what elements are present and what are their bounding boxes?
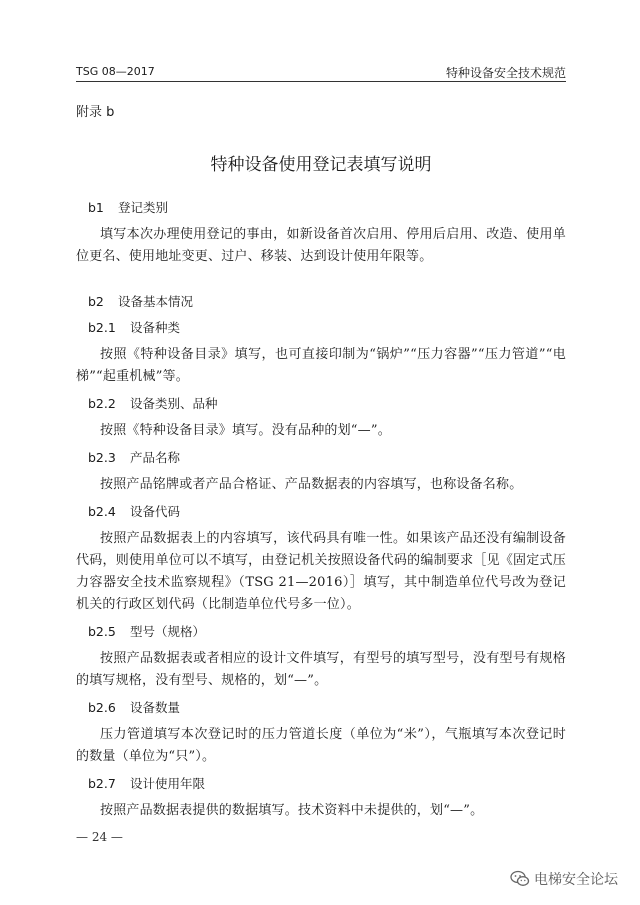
subsection-heading-b2-5 (76, 622, 566, 642)
subsection-heading-b2-1 (76, 318, 566, 338)
header-series-title: 特种设备安全技术规范 (445, 66, 566, 80)
section-number: b2 (88, 294, 104, 309)
subsection-heading-b2-7 (76, 774, 566, 794)
subsection-heading-b2-2 (76, 394, 566, 414)
watermark-text: 电梯安全论坛 (534, 872, 618, 888)
subsection-paragraph-b2-5: 按照产品数据表或者相应的设计文件填写，有型号的填写型号，没有型号有规格的填写规格，没有型号、规格的，划“—”。 (76, 651, 566, 688)
section-paragraph-b1: 填写本次办理使用登记的事由，如新设备首次启用、停用后启用、改造、使用单位更名、使用地址变更、过户、移装、达到设计使用年限等。 (76, 227, 566, 264)
header-standard-code: TSG 08—2017 (76, 65, 155, 78)
subsection-number: b2.7 (88, 776, 116, 791)
section-title: 登记类别 (118, 200, 169, 215)
subsection-number: b2.2 (88, 396, 116, 411)
subsection-paragraph-b2-6: 压力管道填写本次登记时的压力管道长度（单位为“米”），气瓶填写本次登记时的数量（单位为“只”）。 (76, 727, 566, 764)
section-number: b1 (88, 200, 104, 215)
subsection-title: 设备数量 (130, 700, 181, 715)
document-body (76, 198, 566, 822)
subsection-paragraph-b2-2: 按照《特种设备目录》填写。没有品种的划“—”。 (100, 423, 391, 438)
subsection-heading-b2-3 (76, 448, 566, 468)
subsection-heading-b2-4 (76, 502, 566, 522)
subsection-paragraph-b2-1: 按照《特种设备目录》填写，也可直接印制为“锅炉”“压力容器”“压力管道”“电梯”“起重机械”等。 (76, 347, 566, 384)
subsection-paragraph-b2-4: 按照产品数据表上的内容填写，该代码具有唯一性。如果该产品还没有编制设备代码，则使用单位可以不填写，由登记机关按照设备代码的编制要求［见《固定式压力容器安全技术监察规程》（TSG 21—2016）］填写，其中制造单位代号改为登记机关的行政区划代码（比制造单位代号多一位）。 (76, 531, 566, 612)
subsection-paragraph-b2-7: 按照产品数据表提供的数据填写。技术资料中未提供的，划“—”。 (100, 803, 484, 818)
document-title: 特种设备使用登记表填写说明 (210, 155, 432, 175)
subsection-title: 型号（规格） (130, 624, 206, 639)
subsection-title: 设备类别、品种 (130, 396, 218, 411)
subsection-heading-b2-6 (76, 698, 566, 718)
header-rule (76, 81, 566, 82)
section-heading-b1 (76, 198, 566, 218)
appendix-label: 附录 b (76, 105, 115, 120)
subsection-number: b2.4 (88, 504, 116, 519)
subsection-paragraph-b2-3: 按照产品铭牌或者产品合格证、产品数据表的内容填写，也称设备名称。 (100, 477, 523, 492)
section-heading-b2 (76, 292, 566, 312)
wechat-icon (510, 870, 530, 888)
subsection-title: 设备代码 (130, 504, 181, 519)
subsection-number: b2.5 (88, 624, 116, 639)
subsection-number: b2.3 (88, 450, 116, 465)
page-header (76, 63, 566, 81)
watermark (510, 868, 618, 890)
subsection-number: b2.1 (88, 320, 116, 335)
subsection-title: 设备种类 (130, 320, 181, 335)
page-number: — 24 — (76, 830, 123, 844)
subsection-title: 设计使用年限 (130, 776, 206, 791)
subsection-title: 产品名称 (130, 450, 181, 465)
section-title: 设备基本情况 (118, 294, 194, 309)
subsection-number: b2.6 (88, 700, 116, 715)
